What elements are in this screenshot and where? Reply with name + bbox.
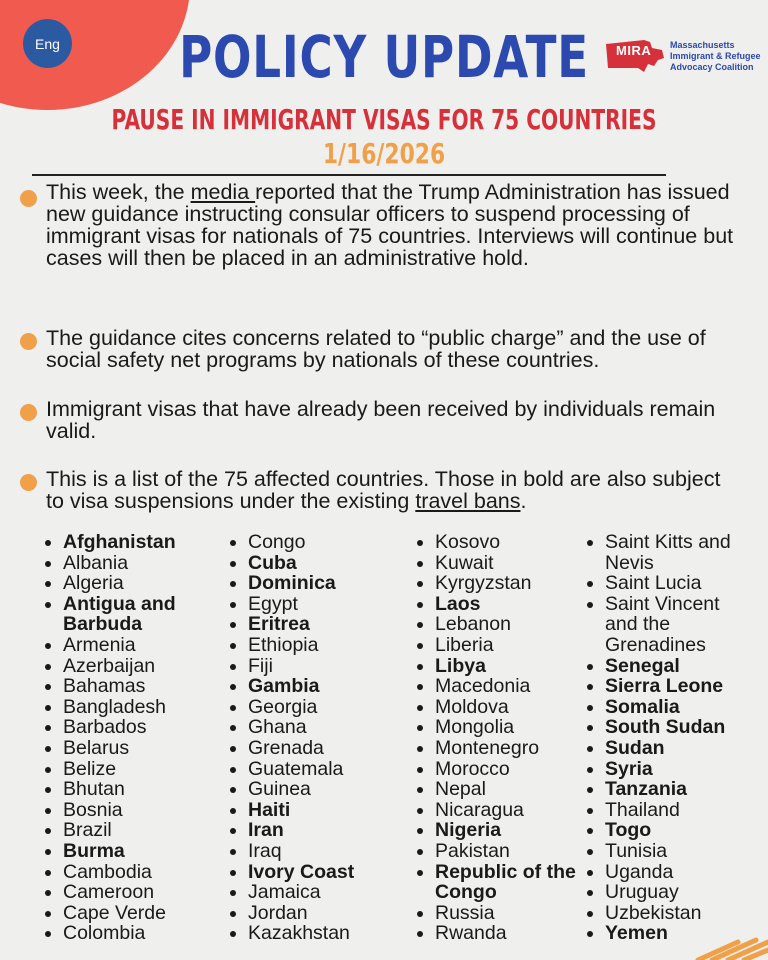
- country-item: Ethiopia: [229, 635, 354, 656]
- country-item: Rwanda: [416, 923, 576, 944]
- country-item: Iraq: [229, 841, 354, 862]
- country-item: Colombia: [44, 923, 176, 944]
- country-item: Nicaragua: [416, 800, 576, 821]
- country-item: Kosovo: [416, 532, 576, 553]
- country-column-1: [44, 532, 176, 944]
- logo-organization-name: Massachusetts Immigrant & Refugee Advocacy Coalition: [670, 40, 761, 72]
- country-item: Jordan: [229, 903, 354, 924]
- country-item: Guinea: [229, 779, 354, 800]
- country-item: Togo: [586, 820, 731, 841]
- country-item: Libya: [416, 656, 576, 677]
- media-link[interactable]: media: [190, 180, 256, 204]
- country-item: Lebanon: [416, 614, 576, 635]
- bullet-text: This is a list of the 75 affected countries. Those in bold are also subject to visa suspensions under the existing travel bans.: [46, 467, 721, 513]
- country-item: Morocco: [416, 759, 576, 780]
- country-item: Somalia: [586, 697, 731, 718]
- country-column-3: [416, 532, 576, 944]
- country-item: Bosnia: [44, 800, 176, 821]
- bullet-dot-icon: [20, 404, 37, 421]
- bullet-text: Immigrant visas that have already been received by individuals remain valid.: [46, 397, 716, 443]
- country-item: Ghana: [229, 717, 354, 738]
- country-item: Liberia: [416, 635, 576, 656]
- country-item: Tanzania: [586, 779, 731, 800]
- country-item: Fiji: [229, 656, 354, 677]
- country-item: Cambodia: [44, 862, 176, 883]
- country-item: Syria: [586, 759, 731, 780]
- bullet-text: The guidance cites concerns related to “public charge” and the use of social safety net programs by nationals of these countries.: [46, 326, 706, 372]
- country-item: Macedonia: [416, 676, 576, 697]
- publish-date: 1/16/2026: [322, 137, 446, 170]
- country-item: Barbados: [44, 717, 176, 738]
- country-item: Iran: [229, 820, 354, 841]
- country-item: Saint Kitts and Nevis: [586, 532, 731, 573]
- country-item: South Sudan: [586, 717, 731, 738]
- travel-bans-link[interactable]: travel bans: [415, 489, 521, 513]
- country-item: Dominica: [229, 573, 354, 594]
- language-toggle-button[interactable]: Eng: [23, 19, 72, 68]
- header-divider: [32, 174, 666, 176]
- logo-mark: MIRA: [616, 43, 652, 58]
- country-item: Nepal: [416, 779, 576, 800]
- country-item: Uganda: [586, 862, 731, 883]
- country-item: Brazil: [44, 820, 176, 841]
- country-item: Egypt: [229, 594, 354, 615]
- country-item: Uruguay: [586, 882, 731, 903]
- bullet-media-report: [20, 181, 740, 269]
- page-title: POLICY UPDATE: [179, 23, 589, 91]
- bullet-visas-valid: [20, 398, 740, 442]
- country-item: Senegal: [586, 656, 731, 677]
- country-item: Algeria: [44, 573, 176, 594]
- country-item: Uzbekistan: [586, 903, 731, 924]
- country-item: Antigua and Barbuda: [44, 594, 176, 635]
- country-item: Cuba: [229, 553, 354, 574]
- bullet-public-charge: [20, 327, 740, 371]
- country-item: Moldova: [416, 697, 576, 718]
- country-item: Laos: [416, 594, 576, 615]
- country-item: Congo: [229, 532, 354, 553]
- country-item: Ivory Coast: [229, 862, 354, 883]
- country-item: Georgia: [229, 697, 354, 718]
- country-item: Thailand: [586, 800, 731, 821]
- country-item: Haiti: [229, 800, 354, 821]
- country-item: Saint Vincent and the Grenadines: [586, 594, 731, 656]
- country-item: Cape Verde: [44, 903, 176, 924]
- country-column-2: [229, 532, 354, 944]
- country-item: Jamaica: [229, 882, 354, 903]
- country-item: Azerbaijan: [44, 656, 176, 677]
- bullet-country-list: [20, 468, 740, 512]
- bullet-dot-icon: [20, 333, 37, 350]
- country-item: Mongolia: [416, 717, 576, 738]
- country-item: Bhutan: [44, 779, 176, 800]
- country-item: Eritrea: [229, 614, 354, 635]
- country-item: Saint Lucia: [586, 573, 731, 594]
- country-item: Yemen: [586, 923, 731, 944]
- country-item: Pakistan: [416, 841, 576, 862]
- country-item: Sudan: [586, 738, 731, 759]
- country-item: Cameroon: [44, 882, 176, 903]
- country-item: Burma: [44, 841, 176, 862]
- country-item: Armenia: [44, 635, 176, 656]
- bullet-dot-icon: [20, 190, 37, 207]
- country-item: Russia: [416, 903, 576, 924]
- country-item: Tunisia: [586, 841, 731, 862]
- country-item: Albania: [44, 553, 176, 574]
- country-item: Belarus: [44, 738, 176, 759]
- country-item: Bangladesh: [44, 697, 176, 718]
- country-item: Afghanistan: [44, 532, 176, 553]
- country-item: Grenada: [229, 738, 354, 759]
- country-item: Bahamas: [44, 676, 176, 697]
- country-item: Belize: [44, 759, 176, 780]
- country-item: Guatemala: [229, 759, 354, 780]
- country-item: Gambia: [229, 676, 354, 697]
- country-item: Kazakhstan: [229, 923, 354, 944]
- bullet-dot-icon: [20, 474, 37, 491]
- country-item: Kuwait: [416, 553, 576, 574]
- country-item: Kyrgyzstan: [416, 573, 576, 594]
- bullet-text: This week, the media reported that the Trump Administration has issued new guidance instructing consular officers to suspend processing of immigrant visas for nationals of 75 countries. Interviews will continue but cases will then be placed in an administrative hold.: [46, 180, 734, 270]
- country-item: Montenegro: [416, 738, 576, 759]
- country-item: Republic of the Congo: [416, 862, 576, 903]
- country-item: Sierra Leone: [586, 676, 731, 697]
- decorative-stripes: [678, 912, 768, 960]
- country-column-4: [586, 532, 731, 944]
- page-subtitle: PAUSE IN IMMIGRANT VISAS FOR 75 COUNTRIES: [111, 103, 657, 136]
- country-item: Nigeria: [416, 820, 576, 841]
